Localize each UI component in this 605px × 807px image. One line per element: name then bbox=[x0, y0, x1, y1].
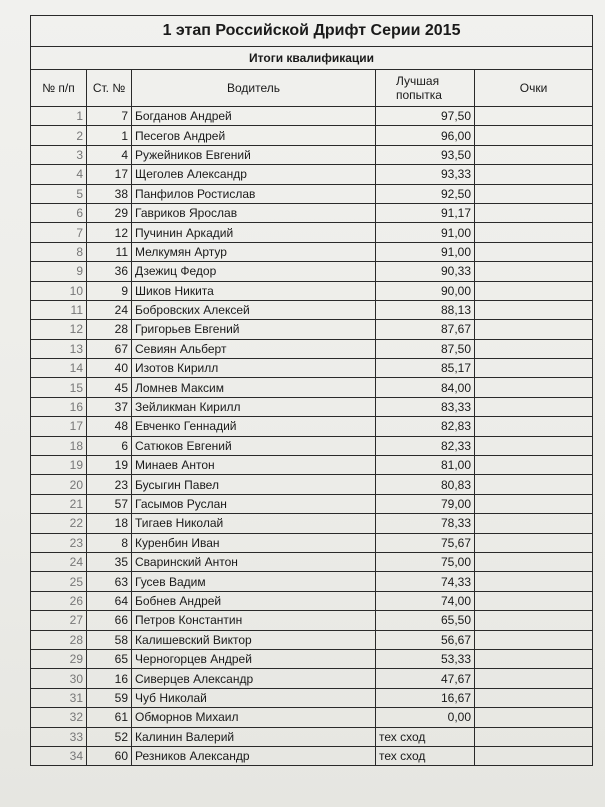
points bbox=[475, 727, 593, 746]
row-number: 7 bbox=[31, 223, 87, 242]
points bbox=[475, 378, 593, 397]
points bbox=[475, 417, 593, 436]
driver-name: Черногорцев Андрей bbox=[132, 649, 376, 668]
start-number: 11 bbox=[87, 242, 132, 261]
table-row bbox=[31, 591, 593, 610]
points bbox=[475, 436, 593, 455]
points bbox=[475, 339, 593, 358]
table-row bbox=[31, 397, 593, 416]
results-body bbox=[31, 107, 593, 766]
start-number: 28 bbox=[87, 320, 132, 339]
row-number: 34 bbox=[31, 746, 87, 765]
start-number: 37 bbox=[87, 397, 132, 416]
best-attempt: тех сход bbox=[376, 746, 475, 765]
best-attempt: 74,00 bbox=[376, 591, 475, 610]
table-row bbox=[31, 165, 593, 184]
start-number: 63 bbox=[87, 572, 132, 591]
row-number: 11 bbox=[31, 300, 87, 319]
start-number: 60 bbox=[87, 746, 132, 765]
best-attempt: 84,00 bbox=[376, 378, 475, 397]
best-attempt: 87,50 bbox=[376, 339, 475, 358]
start-number: 36 bbox=[87, 262, 132, 281]
row-number: 14 bbox=[31, 359, 87, 378]
driver-name: Щеголев Александр bbox=[132, 165, 376, 184]
points bbox=[475, 281, 593, 300]
driver-name: Калинин Валерий bbox=[132, 727, 376, 746]
points bbox=[475, 203, 593, 222]
document-subtitle: Итоги квалификации bbox=[31, 47, 593, 70]
points bbox=[475, 746, 593, 765]
start-number: 66 bbox=[87, 611, 132, 630]
row-number: 31 bbox=[31, 688, 87, 707]
driver-name: Минаев Антон bbox=[132, 456, 376, 475]
table-row bbox=[31, 281, 593, 300]
table-row bbox=[31, 649, 593, 668]
best-attempt: 85,17 bbox=[376, 359, 475, 378]
row-number: 20 bbox=[31, 475, 87, 494]
start-number: 40 bbox=[87, 359, 132, 378]
row-number: 22 bbox=[31, 514, 87, 533]
start-number: 9 bbox=[87, 281, 132, 300]
header-points: Очки bbox=[475, 70, 593, 107]
table-row bbox=[31, 475, 593, 494]
driver-name: Севиян Альберт bbox=[132, 339, 376, 358]
start-number: 6 bbox=[87, 436, 132, 455]
row-number: 19 bbox=[31, 456, 87, 475]
best-attempt: 96,00 bbox=[376, 126, 475, 145]
driver-name: Калишевский Виктор bbox=[132, 630, 376, 649]
table-row bbox=[31, 378, 593, 397]
best-attempt: 87,67 bbox=[376, 320, 475, 339]
best-attempt: 80,83 bbox=[376, 475, 475, 494]
row-number: 29 bbox=[31, 649, 87, 668]
row-number: 3 bbox=[31, 145, 87, 164]
points bbox=[475, 456, 593, 475]
table-row bbox=[31, 611, 593, 630]
driver-name: Гавриков Ярослав bbox=[132, 203, 376, 222]
driver-name: Бобровских Алексей bbox=[132, 300, 376, 319]
best-attempt: 75,67 bbox=[376, 533, 475, 552]
row-number: 10 bbox=[31, 281, 87, 300]
table-row bbox=[31, 242, 593, 261]
points bbox=[475, 126, 593, 145]
points bbox=[475, 397, 593, 416]
best-attempt: 75,00 bbox=[376, 552, 475, 571]
best-attempt: 74,33 bbox=[376, 572, 475, 591]
best-attempt: 65,50 bbox=[376, 611, 475, 630]
driver-name: Куренбин Иван bbox=[132, 533, 376, 552]
row-number: 21 bbox=[31, 494, 87, 513]
row-number: 30 bbox=[31, 669, 87, 688]
start-number: 45 bbox=[87, 378, 132, 397]
points bbox=[475, 708, 593, 727]
header-row bbox=[31, 70, 593, 107]
row-number: 13 bbox=[31, 339, 87, 358]
start-number: 17 bbox=[87, 165, 132, 184]
header-best-attempt: Лучшая попытка bbox=[376, 70, 475, 107]
row-number: 27 bbox=[31, 611, 87, 630]
qualification-results-table bbox=[30, 15, 593, 766]
table-row bbox=[31, 184, 593, 203]
document-title: 1 этап Российской Дрифт Серии 2015 bbox=[31, 16, 593, 47]
best-attempt: 82,33 bbox=[376, 436, 475, 455]
best-attempt: тех сход bbox=[376, 727, 475, 746]
driver-name: Дзежиц Федор bbox=[132, 262, 376, 281]
driver-name: Сваринский Антон bbox=[132, 552, 376, 571]
table-row bbox=[31, 514, 593, 533]
driver-name: Григорьев Евгений bbox=[132, 320, 376, 339]
points bbox=[475, 572, 593, 591]
points bbox=[475, 145, 593, 164]
driver-name: Изотов Кирилл bbox=[132, 359, 376, 378]
driver-name: Панфилов Ростислав bbox=[132, 184, 376, 203]
driver-name: Зейликман Кирилл bbox=[132, 397, 376, 416]
points bbox=[475, 320, 593, 339]
best-attempt: 47,67 bbox=[376, 669, 475, 688]
driver-name: Песегов Андрей bbox=[132, 126, 376, 145]
points bbox=[475, 475, 593, 494]
table-row bbox=[31, 145, 593, 164]
table-row bbox=[31, 688, 593, 707]
points bbox=[475, 669, 593, 688]
start-number: 16 bbox=[87, 669, 132, 688]
table-row bbox=[31, 320, 593, 339]
start-number: 12 bbox=[87, 223, 132, 242]
start-number: 38 bbox=[87, 184, 132, 203]
points bbox=[475, 242, 593, 261]
driver-name: Мелкумян Артур bbox=[132, 242, 376, 261]
points bbox=[475, 630, 593, 649]
row-number: 28 bbox=[31, 630, 87, 649]
best-attempt: 93,50 bbox=[376, 145, 475, 164]
row-number: 6 bbox=[31, 203, 87, 222]
best-attempt: 83,33 bbox=[376, 397, 475, 416]
row-number: 1 bbox=[31, 107, 87, 126]
row-number: 25 bbox=[31, 572, 87, 591]
start-number: 7 bbox=[87, 107, 132, 126]
driver-name: Ружейников Евгений bbox=[132, 145, 376, 164]
best-attempt: 93,33 bbox=[376, 165, 475, 184]
table-row bbox=[31, 572, 593, 591]
row-number: 24 bbox=[31, 552, 87, 571]
best-attempt: 90,00 bbox=[376, 281, 475, 300]
start-number: 18 bbox=[87, 514, 132, 533]
best-attempt: 53,33 bbox=[376, 649, 475, 668]
table-row bbox=[31, 262, 593, 281]
table-row bbox=[31, 300, 593, 319]
row-number: 5 bbox=[31, 184, 87, 203]
points bbox=[475, 552, 593, 571]
points bbox=[475, 649, 593, 668]
table-row bbox=[31, 630, 593, 649]
table-row bbox=[31, 456, 593, 475]
start-number: 59 bbox=[87, 688, 132, 707]
driver-name: Бобнев Андрей bbox=[132, 591, 376, 610]
start-number: 23 bbox=[87, 475, 132, 494]
start-number: 58 bbox=[87, 630, 132, 649]
subtitle-row bbox=[31, 47, 593, 70]
row-number: 4 bbox=[31, 165, 87, 184]
start-number: 57 bbox=[87, 494, 132, 513]
points bbox=[475, 533, 593, 552]
driver-name: Чуб Николай bbox=[132, 688, 376, 707]
driver-name: Сиверцев Александр bbox=[132, 669, 376, 688]
row-number: 18 bbox=[31, 436, 87, 455]
header-driver: Водитель bbox=[132, 70, 376, 107]
table-row bbox=[31, 669, 593, 688]
driver-name: Тигаев Николай bbox=[132, 514, 376, 533]
driver-name: Пучинин Аркадий bbox=[132, 223, 376, 242]
best-attempt: 92,50 bbox=[376, 184, 475, 203]
row-number: 16 bbox=[31, 397, 87, 416]
start-number: 52 bbox=[87, 727, 132, 746]
start-number: 19 bbox=[87, 456, 132, 475]
table-row bbox=[31, 708, 593, 727]
table-row bbox=[31, 552, 593, 571]
points bbox=[475, 184, 593, 203]
table-row bbox=[31, 436, 593, 455]
driver-name: Шиков Никита bbox=[132, 281, 376, 300]
row-number: 23 bbox=[31, 533, 87, 552]
start-number: 61 bbox=[87, 708, 132, 727]
driver-name: Бусыгин Павел bbox=[132, 475, 376, 494]
row-number: 12 bbox=[31, 320, 87, 339]
table-row bbox=[31, 494, 593, 513]
start-number: 48 bbox=[87, 417, 132, 436]
best-attempt: 0,00 bbox=[376, 708, 475, 727]
best-attempt: 78,33 bbox=[376, 514, 475, 533]
points bbox=[475, 165, 593, 184]
table-row bbox=[31, 107, 593, 126]
points bbox=[475, 300, 593, 319]
best-attempt: 81,00 bbox=[376, 456, 475, 475]
points bbox=[475, 591, 593, 610]
points bbox=[475, 223, 593, 242]
start-number: 67 bbox=[87, 339, 132, 358]
table-row bbox=[31, 727, 593, 746]
best-attempt: 97,50 bbox=[376, 107, 475, 126]
start-number: 8 bbox=[87, 533, 132, 552]
driver-name: Резников Александр bbox=[132, 746, 376, 765]
driver-name: Обморнов Михаил bbox=[132, 708, 376, 727]
start-number: 35 bbox=[87, 552, 132, 571]
best-attempt: 88,13 bbox=[376, 300, 475, 319]
row-number: 33 bbox=[31, 727, 87, 746]
start-number: 65 bbox=[87, 649, 132, 668]
best-attempt: 79,00 bbox=[376, 494, 475, 513]
row-number: 8 bbox=[31, 242, 87, 261]
table-row bbox=[31, 359, 593, 378]
row-number: 32 bbox=[31, 708, 87, 727]
table-row bbox=[31, 533, 593, 552]
table-row bbox=[31, 746, 593, 765]
best-attempt: 82,83 bbox=[376, 417, 475, 436]
start-number: 64 bbox=[87, 591, 132, 610]
best-attempt: 91,17 bbox=[376, 203, 475, 222]
best-attempt: 90,33 bbox=[376, 262, 475, 281]
points bbox=[475, 262, 593, 281]
start-number: 4 bbox=[87, 145, 132, 164]
title-row bbox=[31, 16, 593, 47]
start-number: 29 bbox=[87, 203, 132, 222]
row-number: 17 bbox=[31, 417, 87, 436]
driver-name: Гусев Вадим bbox=[132, 572, 376, 591]
points bbox=[475, 611, 593, 630]
start-number: 24 bbox=[87, 300, 132, 319]
driver-name: Богданов Андрей bbox=[132, 107, 376, 126]
driver-name: Сатюков Евгений bbox=[132, 436, 376, 455]
table-row bbox=[31, 417, 593, 436]
driver-name: Евченко Геннадий bbox=[132, 417, 376, 436]
table-row bbox=[31, 203, 593, 222]
best-attempt: 91,00 bbox=[376, 242, 475, 261]
best-attempt: 91,00 bbox=[376, 223, 475, 242]
row-number: 15 bbox=[31, 378, 87, 397]
points bbox=[475, 514, 593, 533]
points bbox=[475, 688, 593, 707]
header-no: № п/п bbox=[31, 70, 87, 107]
best-attempt: 56,67 bbox=[376, 630, 475, 649]
driver-name: Ломнев Максим bbox=[132, 378, 376, 397]
best-attempt: 16,67 bbox=[376, 688, 475, 707]
row-number: 26 bbox=[31, 591, 87, 610]
points bbox=[475, 107, 593, 126]
table-row bbox=[31, 223, 593, 242]
table-row bbox=[31, 339, 593, 358]
driver-name: Петров Константин bbox=[132, 611, 376, 630]
header-start-no: Ст. № bbox=[87, 70, 132, 107]
row-number: 9 bbox=[31, 262, 87, 281]
row-number: 2 bbox=[31, 126, 87, 145]
table-row bbox=[31, 126, 593, 145]
driver-name: Гасымов Руслан bbox=[132, 494, 376, 513]
start-number: 1 bbox=[87, 126, 132, 145]
points bbox=[475, 494, 593, 513]
points bbox=[475, 359, 593, 378]
